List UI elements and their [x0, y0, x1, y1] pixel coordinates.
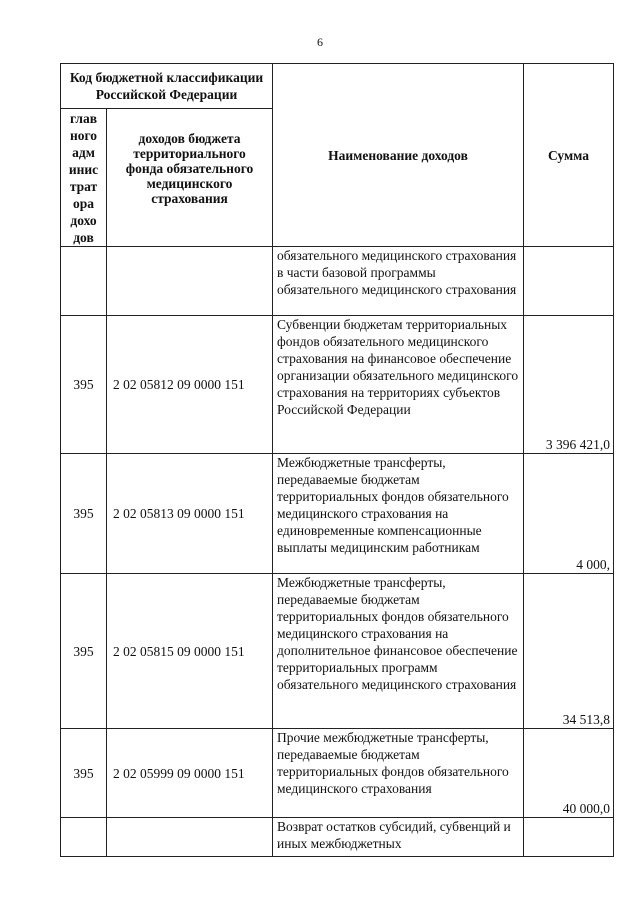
income-code-cell: 2 02 05815 09 0000 151 — [107, 574, 273, 729]
page-number: 6 — [317, 35, 323, 49]
income-name-cell: Возврат остатков субсидий, субвенций и иных межбюджетных — [273, 818, 524, 857]
table-row — [61, 316, 614, 454]
table-row — [61, 574, 614, 729]
sum-cell — [524, 247, 614, 316]
admin-code-cell: 395 — [61, 316, 107, 454]
admin-code-cell: 395 — [61, 454, 107, 574]
income-code-cell — [107, 247, 273, 316]
header-budget-classification: Код бюджетной классификации Российской Федерации — [61, 64, 273, 109]
sum-cell: 40 000,0 — [524, 729, 614, 818]
income-code-cell: 2 02 05812 09 0000 151 — [107, 316, 273, 454]
income-code-cell: 2 02 05813 09 0000 151 — [107, 454, 273, 574]
table-body — [61, 247, 614, 857]
header-fund-income-code: доходов бюджета территориального фонда обязательного медицинского страхования — [107, 109, 273, 247]
table-row — [61, 818, 614, 857]
header-row-top — [61, 64, 614, 109]
header-income-name: Наименование доходов — [273, 64, 524, 247]
table-row — [61, 454, 614, 574]
table-row — [61, 247, 614, 316]
header-chief-administrator: главного администратора доходов — [61, 109, 107, 247]
admin-code-cell — [61, 818, 107, 857]
income-name-cell: обязательного медицинского страхования в части базовой программы обязательного медицинского страхования — [273, 247, 524, 316]
admin-code-cell: 395 — [61, 574, 107, 729]
income-name-cell: Субвенции бюджетам территориальных фондов обязательного медицинского страхования на финансовое обеспечение организации обязательного медицинского страхования на территориях субъектов Российской Федерации — [273, 316, 524, 454]
income-name-cell: Межбюджетные трансферты, передаваемые бюджетам территориальных фондов обязательного медицинского страхования на дополнительное финансовое обеспечение территориальных программ обязательного медицинского страхования — [273, 574, 524, 729]
income-code-cell: 2 02 05999 09 0000 151 — [107, 729, 273, 818]
header-sum: Сумма — [524, 64, 614, 247]
income-name-cell: Межбюджетные трансферты, передаваемые бюджетам территориальных фондов обязательного медицинского страхования на единовременные компенсационные выплаты медицинским работникам — [273, 454, 524, 574]
sum-cell: 4 000, — [524, 454, 614, 574]
income-table — [60, 63, 614, 857]
table-row — [61, 729, 614, 818]
sum-cell: 34 513,8 — [524, 574, 614, 729]
sum-cell — [524, 818, 614, 857]
admin-code-cell — [61, 247, 107, 316]
income-code-cell — [107, 818, 273, 857]
income-name-cell: Прочие межбюджетные трансферты, передаваемые бюджетам территориальных фондов обязательного медицинского страхования — [273, 729, 524, 818]
sum-cell: 3 396 421,0 — [524, 316, 614, 454]
admin-code-cell: 395 — [61, 729, 107, 818]
